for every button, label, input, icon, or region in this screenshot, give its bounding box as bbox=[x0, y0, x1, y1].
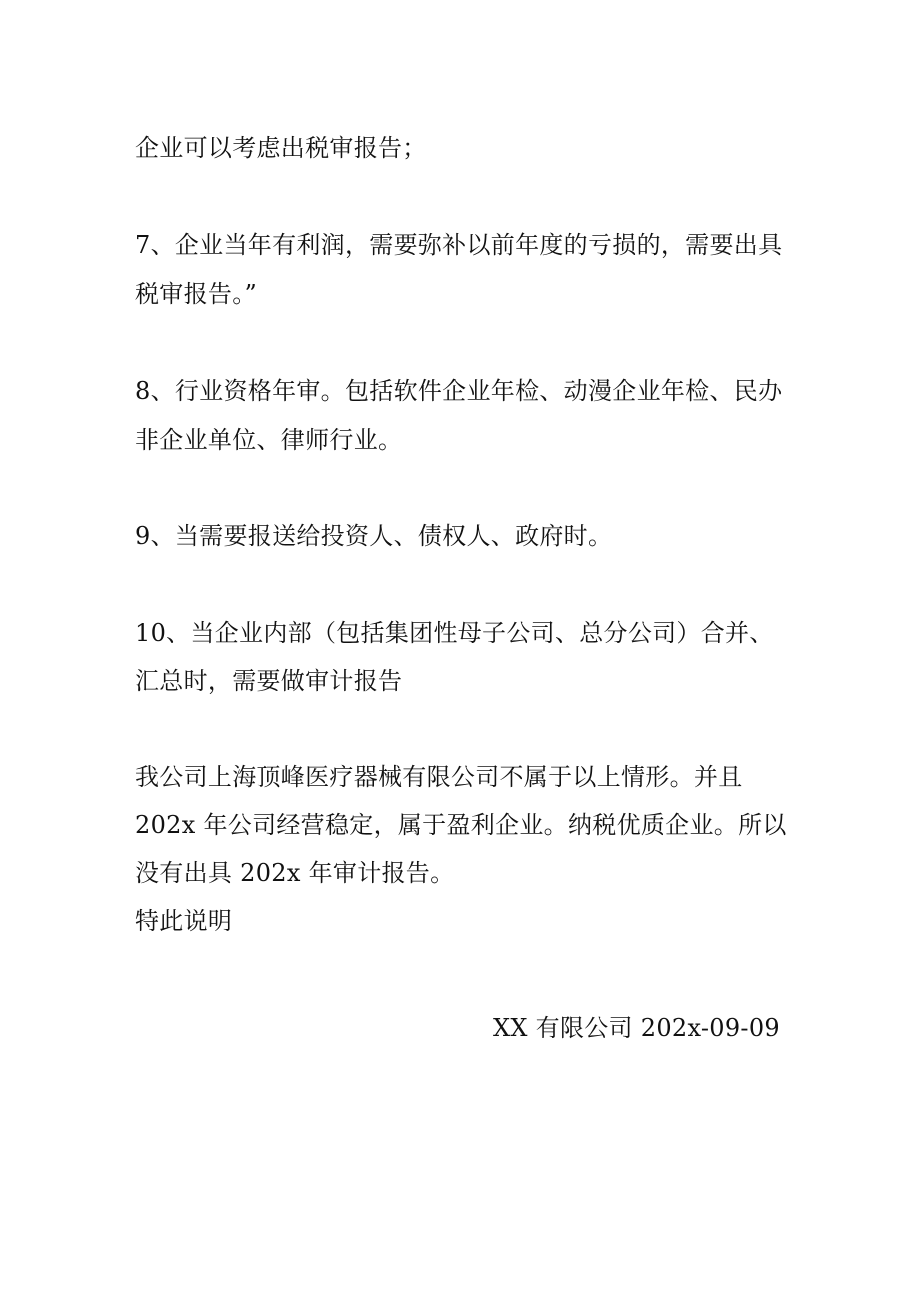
paragraph-line: 7、企业当年有利润，需要弥补以前年度的亏损的，需要出具 bbox=[135, 231, 783, 259]
paragraph-line: 10、当企业内部（包括集团性母子公司、总分公司）合并、 bbox=[135, 619, 774, 647]
closing-statement: 特此说明 bbox=[135, 907, 233, 935]
paragraph-line: 税审报告。” bbox=[135, 280, 258, 308]
signature-line: XX 有限公司 202x-09-09 bbox=[492, 1014, 780, 1042]
paragraph-line: 汇总时，需要做审计报告 bbox=[135, 667, 403, 695]
paragraph-line: 企业可以考虑出税审报告； bbox=[135, 134, 427, 162]
paragraph-line: 8、行业资格年审。包括软件企业年检、动漫企业年检、民办 bbox=[135, 377, 783, 405]
paragraph-line: 我公司上海顶峰医疗器械有限公司不属于以上情形。并且 bbox=[135, 763, 743, 791]
paragraph-line: 9、当需要报送给投资人、债权人、政府时。 bbox=[135, 522, 613, 550]
paragraph-line: 202x 年公司经营稳定，属于盈利企业。纳税优质企业。所以 bbox=[135, 811, 787, 839]
paragraph-line: 没有出具 202x 年审计报告。 bbox=[135, 859, 455, 887]
paragraph-line: 非企业单位、律师行业。 bbox=[135, 426, 403, 454]
